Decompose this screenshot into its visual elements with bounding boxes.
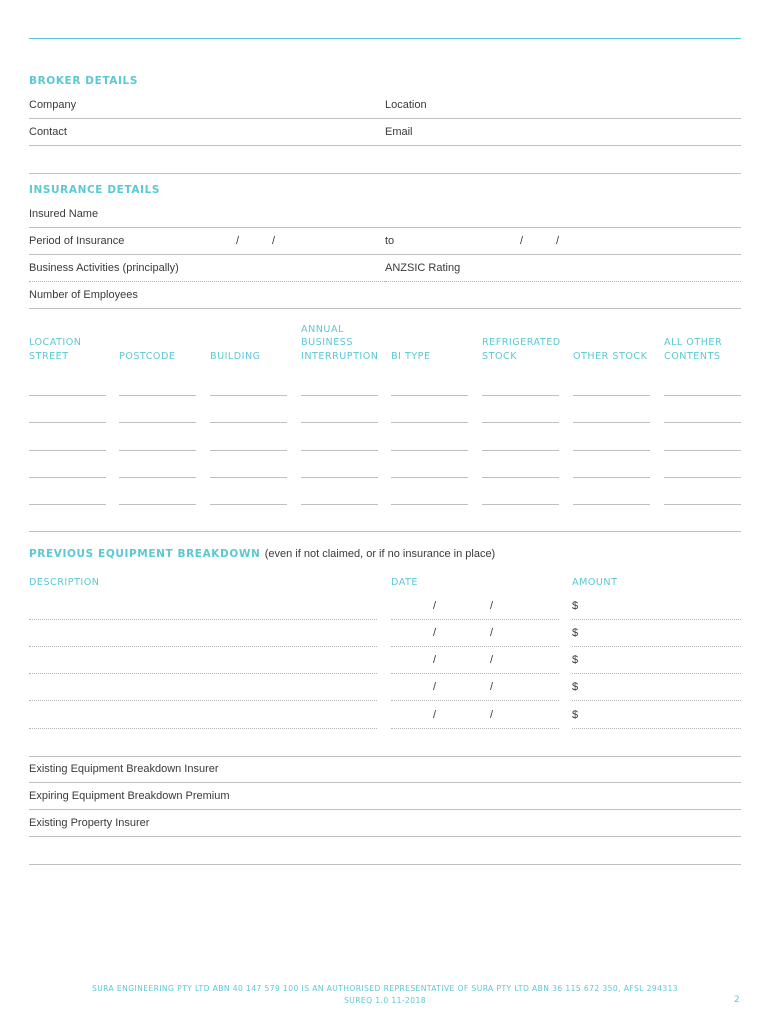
column-header-line: STREET	[29, 350, 69, 362]
breakdown-heading	[29, 548, 495, 560]
location-column-header	[664, 336, 722, 363]
top-divider	[29, 38, 741, 39]
location-cell-input[interactable]	[119, 422, 196, 423]
insured-name-label: Insured Name	[29, 208, 99, 220]
location-cell-input[interactable]	[119, 395, 196, 396]
date-separator: /	[490, 654, 494, 666]
location-cell-input[interactable]	[573, 504, 650, 505]
location-cell-input[interactable]	[29, 504, 106, 505]
insurance-details-heading: INSURANCE DETAILS	[29, 184, 161, 196]
location-cell-input[interactable]	[482, 422, 559, 423]
location-cell-input[interactable]	[119, 477, 196, 478]
date-column-header: DATE	[391, 577, 418, 588]
location-cell-input[interactable]	[482, 477, 559, 478]
location-cell-input[interactable]	[210, 504, 287, 505]
amount-column-header: AMOUNT	[572, 577, 618, 588]
date-separator: /	[433, 654, 437, 666]
date-separator: /	[433, 681, 437, 693]
location-cell-input[interactable]	[301, 422, 378, 423]
location-column-header	[482, 336, 561, 363]
page-number: 2	[734, 995, 740, 1005]
period-label: Period of Insurance	[29, 235, 125, 247]
location-field[interactable]	[385, 92, 741, 119]
location-cell-input[interactable]	[482, 450, 559, 451]
column-header-line: STOCK	[482, 350, 517, 362]
column-header-line: INTERRUPTION	[301, 350, 379, 362]
broker-details-heading: BROKER DETAILS	[29, 75, 138, 87]
column-header-line: POSTCODE	[119, 350, 176, 362]
breakdown-description-input[interactable]	[29, 674, 377, 701]
email-field[interactable]	[385, 119, 741, 146]
description-column-header: DESCRIPTION	[29, 577, 100, 588]
location-label: Location	[385, 99, 427, 111]
company-field[interactable]	[29, 92, 385, 119]
anzsic-rating-label: ANZSIC Rating	[385, 262, 461, 274]
date-separator: /	[490, 681, 494, 693]
date-separator: /	[490, 627, 494, 639]
insured-name-field[interactable]	[29, 201, 741, 228]
breakdown-date-input[interactable]	[391, 674, 559, 701]
location-cell-input[interactable]	[29, 450, 106, 451]
contact-label: Contact	[29, 126, 67, 138]
business-activities-label: Business Activities (principally)	[29, 262, 179, 274]
email-label: Email	[385, 126, 413, 138]
broker-section-divider	[29, 173, 741, 174]
location-cell-input[interactable]	[664, 450, 741, 451]
currency-symbol: $	[572, 654, 579, 666]
column-header-line: CONTENTS	[664, 350, 721, 362]
existing-insurer-field[interactable]	[29, 756, 741, 783]
location-cell-input[interactable]	[573, 450, 650, 451]
date-separator: /	[236, 235, 240, 247]
location-column-header	[29, 336, 82, 363]
location-cell-input[interactable]	[210, 422, 287, 423]
location-column-header	[391, 350, 431, 364]
company-label: Company	[29, 99, 77, 111]
column-header-line: ANNUAL	[301, 323, 344, 335]
breakdown-amount-input[interactable]	[572, 593, 741, 620]
breakdown-description-input[interactable]	[29, 702, 377, 729]
existing-insurer-label: Existing Equipment Breakdown Insurer	[29, 763, 219, 775]
footer-version: SUREQ 1.0 11-2018	[344, 996, 426, 1005]
location-cell-input[interactable]	[482, 395, 559, 396]
breakdown-description-input[interactable]	[29, 593, 377, 620]
breakdown-note: (even if not claimed, or if no insurance in place)	[264, 548, 496, 560]
date-separator: /	[520, 235, 524, 247]
date-separator: /	[490, 709, 494, 721]
date-separator: /	[433, 709, 437, 721]
column-header-line: LOCATION	[29, 337, 82, 348]
location-cell-input[interactable]	[391, 504, 468, 505]
location-column-header	[301, 323, 379, 364]
breakdown-date-input[interactable]	[391, 647, 559, 674]
location-cell-input[interactable]	[391, 450, 468, 451]
column-header-line: BI TYPE	[391, 350, 431, 362]
location-cell-input[interactable]	[301, 477, 378, 478]
date-separator: /	[433, 627, 437, 639]
column-header-line: REFRIGERATED	[482, 337, 561, 348]
to-label: to	[385, 235, 395, 247]
footer-disclaimer: SURA ENGINEERING PTY LTD ABN 40 147 579 100 IS AN AUTHORISED REPRESENTATIVE OF SURA PTY LTD ABN 36 115 672 350, AFSL 294313	[91, 984, 679, 993]
location-cell-input[interactable]	[301, 504, 378, 505]
currency-symbol: $	[572, 600, 579, 612]
breakdown-description-input[interactable]	[29, 620, 377, 647]
location-cell-input[interactable]	[29, 395, 106, 396]
location-cell-input[interactable]	[119, 504, 196, 505]
date-separator: /	[490, 600, 494, 612]
currency-symbol: $	[572, 681, 579, 693]
employees-field[interactable]	[29, 282, 741, 309]
column-header-line: BUILDING	[210, 350, 261, 362]
location-cell-input[interactable]	[391, 477, 468, 478]
location-cell-input[interactable]	[301, 395, 378, 396]
location-cell-input[interactable]	[29, 422, 106, 423]
business-activities-field[interactable]	[29, 255, 385, 282]
location-cell-input[interactable]	[301, 450, 378, 451]
period-from-field[interactable]	[29, 228, 385, 255]
location-cell-input[interactable]	[664, 422, 741, 423]
date-separator: /	[433, 600, 437, 612]
breakdown-amount-input[interactable]	[572, 702, 741, 729]
anzsic-rating-field[interactable]	[385, 255, 741, 282]
location-cell-input[interactable]	[210, 450, 287, 451]
column-header-line: ALL OTHER	[664, 337, 723, 348]
breakdown-date-input[interactable]	[391, 620, 559, 647]
property-insurer-label: Existing Property Insurer	[29, 817, 150, 829]
location-cell-input[interactable]	[664, 477, 741, 478]
bottom-divider	[29, 864, 741, 865]
location-cell-input[interactable]	[29, 477, 106, 478]
breakdown-heading-title: PREVIOUS EQUIPMENT BREAKDOWN	[29, 548, 261, 560]
property-insurer-field[interactable]	[29, 810, 741, 837]
period-to-field[interactable]	[385, 228, 741, 255]
location-cell-input[interactable]	[573, 395, 650, 396]
employees-label: Number of Employees	[29, 289, 138, 301]
breakdown-description-input[interactable]	[29, 647, 377, 674]
location-cell-input[interactable]	[664, 504, 741, 505]
date-separator: /	[272, 235, 276, 247]
breakdown-amount-input[interactable]	[572, 620, 741, 647]
location-cell-input[interactable]	[119, 450, 196, 451]
location-cell-input[interactable]	[573, 477, 650, 478]
location-table-divider	[29, 531, 741, 532]
breakdown-amount-input[interactable]	[572, 674, 741, 701]
location-cell-input[interactable]	[391, 395, 468, 396]
location-cell-input[interactable]	[391, 422, 468, 423]
contact-field[interactable]	[29, 119, 385, 146]
breakdown-date-input[interactable]	[391, 702, 559, 729]
currency-symbol: $	[572, 709, 579, 721]
currency-symbol: $	[572, 627, 579, 639]
location-cell-input[interactable]	[664, 395, 741, 396]
location-column-header	[119, 350, 175, 364]
breakdown-date-input[interactable]	[391, 593, 559, 620]
location-cell-input[interactable]	[210, 395, 287, 396]
breakdown-amount-input[interactable]	[572, 647, 741, 674]
location-cell-input[interactable]	[210, 477, 287, 478]
date-separator: /	[556, 235, 560, 247]
location-column-header	[210, 350, 261, 364]
column-header-line: OTHER STOCK	[573, 350, 648, 362]
expiring-premium-field[interactable]	[29, 783, 741, 810]
location-cell-input[interactable]	[573, 422, 650, 423]
expiring-premium-label: Expiring Equipment Breakdown Premium	[29, 790, 230, 802]
column-header-line: BUSINESS	[301, 337, 353, 348]
location-cell-input[interactable]	[482, 504, 559, 505]
location-column-header	[573, 350, 647, 364]
